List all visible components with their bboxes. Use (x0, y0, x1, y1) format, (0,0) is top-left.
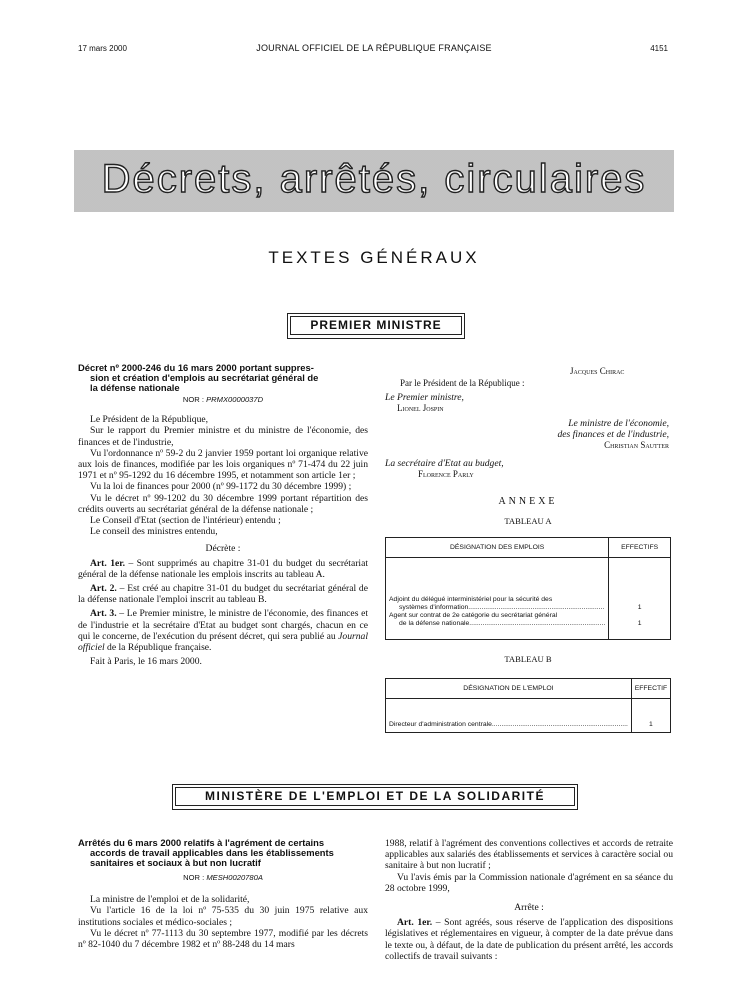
table-b-title: TABLEAU B (504, 654, 552, 664)
annex-title: ANNEXE (498, 496, 558, 507)
article-2 (78, 583, 368, 605)
table-a-values (609, 558, 671, 640)
arrete-title (78, 838, 368, 868)
pm-signature-title: Le Premier ministre, (385, 392, 464, 403)
decrete-label: Décrète : (205, 543, 241, 555)
arrete-label: Arrête : (514, 902, 544, 914)
eco-signature-name: Christian Sautter (604, 440, 669, 451)
article-text: – Sont agréés, sous réserve de l'application des dispositions législatives et réglementaires en vigueur, à compter de la date prévue dans le texte ou, à défaut, de la date de publication du présent arrêté, les accords collectifs de travail suivants : (385, 917, 674, 962)
decree-article (78, 363, 368, 667)
article-label: Art. 1er. (397, 917, 433, 929)
decree-title-line: sion et création d'emplois au secrétariat général de (90, 372, 319, 383)
table-row (386, 699, 671, 733)
done-at: Fait à Paris, le 16 mars 2000. (90, 656, 202, 668)
pm-signature-name: Lionel Jospin (397, 403, 444, 413)
header-date: 17 mars 2000 (78, 44, 127, 53)
ministry-heading-label: PREMIER MINISTRE (290, 316, 462, 335)
table-row (386, 558, 671, 640)
row-label: Adjoint du délégué interministériel pour la sécurité des (389, 596, 553, 603)
arrete-continuation (385, 838, 673, 962)
table-b-value: 1 (631, 699, 670, 733)
paragraph: Vu l'ordonnance nº 59-2 du 2 janvier 1959 portant loi organique relative aux lois de finances, modifiée par les lois organiques nº 71-474 du 22 juin 1971 et nº 95-1292 du 16 décembre 1995, et notamment son article 1er ; (78, 447, 368, 482)
paragraph: Sur le rapport du Premier ministre et du ministre de l'économie, des finances et de l'industrie, (78, 425, 368, 448)
table-b-col-designation: DÉSIGNATION DE L'EMPLOI (386, 679, 632, 699)
budget-signature-name: Florence Parly (418, 469, 474, 479)
row-label: systèmes d'information........................................................................ (399, 604, 605, 611)
table-a-col-designation: DÉSIGNATION DES EMPLOIS (386, 538, 609, 558)
paragraph: Vu l'avis émis par la Commission nationale d'agrément en sa séance du 28 octobre 1999, (385, 871, 673, 894)
decree-title-line: Décret nº 2000-246 du 16 mars 2000 portant suppres- (78, 362, 314, 373)
decree-nor (78, 394, 368, 405)
table-b (385, 678, 671, 733)
article-text: – Sont supprimés au chapitre 31-01 du budget du secrétariat général de la défense nationale les emplois inscrits au tableau A. (78, 557, 368, 580)
banner-title: Décrets, arrêtés, circulaires (101, 157, 647, 201)
paragraph: La ministre de l'emploi et de la solidarité, (90, 894, 250, 906)
budget-signature-title: La secrétaire d'Etat au budget, (385, 458, 504, 469)
ministry-heading-label: MINISTÈRE DE L'EMPLOI ET DE LA SOLIDARITÉ (175, 787, 575, 806)
arrete-nor (78, 872, 368, 883)
signature-president: Jacques Chirac (570, 366, 625, 376)
table-b-designation (386, 699, 632, 733)
eco-signature (557, 418, 669, 452)
nor-code: PRMX0000037D (206, 395, 264, 404)
ministry-heading-emploi (172, 784, 578, 810)
page-number: 4151 (650, 44, 668, 53)
row-label: Directeur d'administration centrale........................................................................ (389, 721, 628, 728)
nor-code: MESH0020780A (206, 873, 263, 882)
article-1 (78, 558, 368, 580)
article-text: – Le Premier ministre, le ministre de l'économie, des finances et de l'industrie et la secrétaire d'Etat au budget sont chargés, chacun en ce qui le concerne, de l'exécution du présent décret, qui sera publié au (78, 608, 368, 642)
paragraph: 1988, relatif à l'agrément des conventions collectives et accords de retraite applicables aux salariés des établissements et services à caractère social ou sanitaire à but non lucratif ; (385, 838, 673, 872)
table-a-title: TABLEAU A (504, 516, 552, 526)
decree-title-line: la défense nationale (90, 382, 180, 393)
row-value: 1 (637, 604, 642, 611)
article-text: de la République française. (104, 642, 212, 654)
nor-label: NOR : (183, 873, 205, 882)
arrete-article (78, 838, 368, 950)
paragraph: Vu le décret nº 77-1113 du 30 septembre 1977, modifié par les décrets nº 82-1040 du 7 décembre 1982 et nº 88-248 du 14 mars (78, 927, 368, 951)
table-a-col-effectifs: EFFECTIFS (609, 538, 671, 558)
article-text: – Est créé au chapitre 31-01 du budget du secrétariat général de la défense nationale l'emploi inscrit au tableau B. (78, 583, 368, 606)
row-value: 1 (637, 620, 642, 627)
article-label: Art. 1er. (90, 557, 126, 569)
eco-signature-title: Le ministre de l'économie, (568, 418, 669, 429)
paragraph: Vu la loi de finances pour 2000 (nº 99-1172 du 30 décembre 1999) ; (90, 481, 352, 493)
article-1 (385, 917, 673, 962)
journal-title: JOURNAL OFFICIEL DE LA RÉPUBLIQUE FRANÇAISE (256, 43, 492, 53)
article-label: Art. 3. (90, 608, 117, 620)
paragraph: Vu le décret nº 99-1202 du 30 décembre 1999 portant répartition des crédits ouverts au secrétariat général de la défense nationale ; (78, 492, 368, 515)
arrete-title-line: Arrêtés du 6 mars 2000 relatifs à l'agrément de certains (78, 837, 325, 848)
article-label: Art. 2. (90, 583, 117, 595)
decree-title (78, 363, 368, 393)
nor-label: NOR : (182, 395, 204, 404)
table-a-designations (386, 558, 609, 640)
paragraph: Vu l'article 16 de la loi nº 75-535 du 30 juin 1975 relative aux institutions sociales et médico-sociales ; (78, 905, 368, 928)
journal-reference: Journal officiel (78, 630, 368, 654)
row-label: de la défense nationale........................................................................ (399, 620, 606, 627)
by-president-label: Par le Président de la République : (400, 378, 525, 388)
arrete-title-line: accords de travail applicables dans les établissements (90, 847, 334, 858)
table-b-col-effectif: EFFECTIF (631, 679, 670, 699)
paragraph: Le conseil des ministres entendu, (90, 526, 218, 538)
row-label: Agent sur contrat de 2e catégorie du secrétariat général (389, 612, 558, 619)
arrete-title-line: sanitaires et sociaux à but non lucratif (90, 857, 261, 868)
paragraph: Le Président de la République, (90, 414, 209, 426)
eco-signature-title: des finances et de l'industrie, (557, 429, 669, 441)
table-a (385, 537, 671, 640)
ministry-heading-premier (287, 313, 465, 339)
article-3 (78, 608, 368, 653)
paragraph: Le Conseil d'Etat (section de l'intérieur) entendu ; (90, 515, 281, 527)
section-title: TEXTES GÉNÉRAUX (268, 248, 480, 267)
